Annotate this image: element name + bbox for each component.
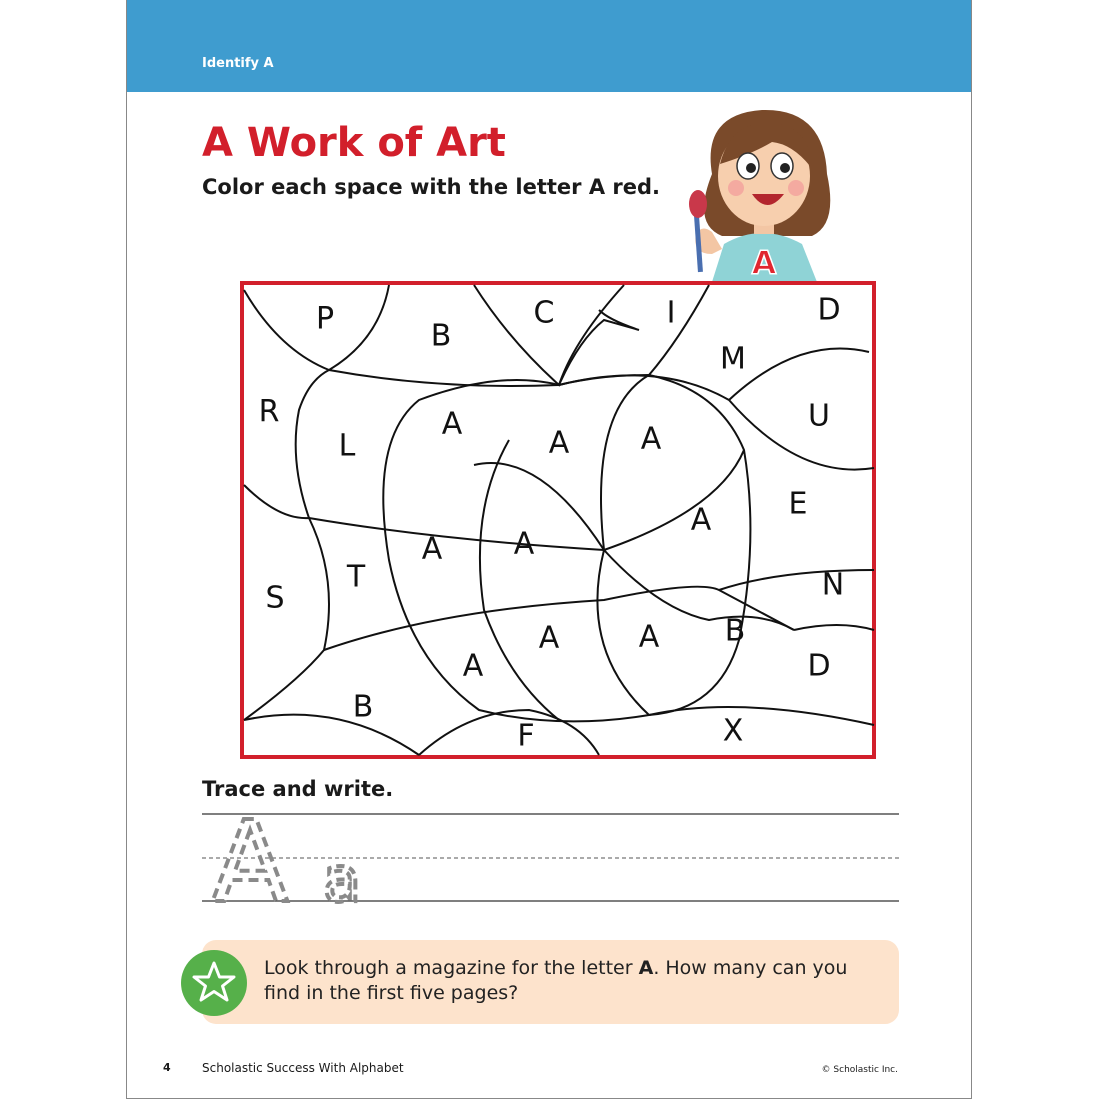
book-title: Scholastic Success With Alphabet — [202, 1061, 404, 1075]
puzzle-letter: T — [346, 559, 366, 595]
puzzle-letter: C — [533, 295, 555, 331]
tip-letter: A — [638, 957, 654, 979]
trace-label: Trace and write. — [202, 777, 394, 801]
puzzle-letter: D — [807, 648, 831, 684]
instruction-prefix: Color each space with the letter — [202, 175, 589, 199]
star-icon — [181, 950, 247, 1016]
puzzle-letter: A — [638, 619, 660, 655]
trace-lowercase: a — [323, 843, 361, 908]
puzzle-letter: A — [538, 620, 560, 656]
puzzle-letter: A — [421, 531, 443, 567]
instruction-suffix: red. — [605, 175, 661, 199]
puzzle-letter: A — [640, 421, 662, 457]
tip-box — [202, 940, 899, 1024]
puzzle-letter: B — [430, 318, 452, 354]
girl-illustration — [652, 104, 877, 282]
puzzle-letter: A — [513, 526, 535, 562]
puzzle-letter: P — [315, 301, 335, 337]
tip-suffix: . How many can you find in the first five pages? — [264, 957, 848, 1004]
puzzle-letter: D — [817, 292, 841, 328]
puzzle-letter: A — [441, 406, 463, 442]
instruction-letter: A — [588, 175, 606, 199]
copyright: © Scholastic Inc. — [821, 1065, 898, 1075]
puzzle-letter: A — [690, 502, 712, 538]
puzzle-letter: I — [666, 295, 676, 331]
star-badge — [181, 950, 247, 1016]
puzzle-letter: X — [722, 713, 744, 749]
puzzle-letter: S — [265, 580, 285, 616]
puzzle-letter: M — [720, 341, 746, 377]
puzzle-letter: L — [338, 428, 356, 464]
puzzle-letter: E — [788, 486, 808, 522]
page-title: A Work of Art — [202, 120, 506, 166]
puzzle-letter: R — [258, 394, 280, 430]
shirt-letter: A — [751, 244, 777, 282]
tip-prefix: Look through a magazine for the letter — [264, 957, 639, 979]
puzzle-letter: A — [548, 425, 570, 461]
puzzle-letter: B — [352, 689, 374, 725]
puzzle-letter: A — [462, 648, 484, 684]
header-banner — [127, 0, 971, 92]
color-by-letter-puzzle — [239, 280, 877, 760]
puzzle-letter: F — [517, 718, 535, 754]
puzzle-letter: U — [808, 398, 830, 434]
worksheet-page — [126, 0, 972, 1099]
section-label: Identify A — [202, 56, 274, 71]
puzzle-letter: B — [724, 613, 746, 649]
handwriting-lines — [202, 808, 899, 908]
puzzle-border — [242, 283, 874, 757]
trace-uppercase: A — [211, 808, 289, 908]
page-number: 4 — [163, 1061, 171, 1074]
instruction — [202, 175, 660, 199]
tip-text — [264, 956, 884, 1006]
puzzle-letter: N — [821, 567, 845, 603]
